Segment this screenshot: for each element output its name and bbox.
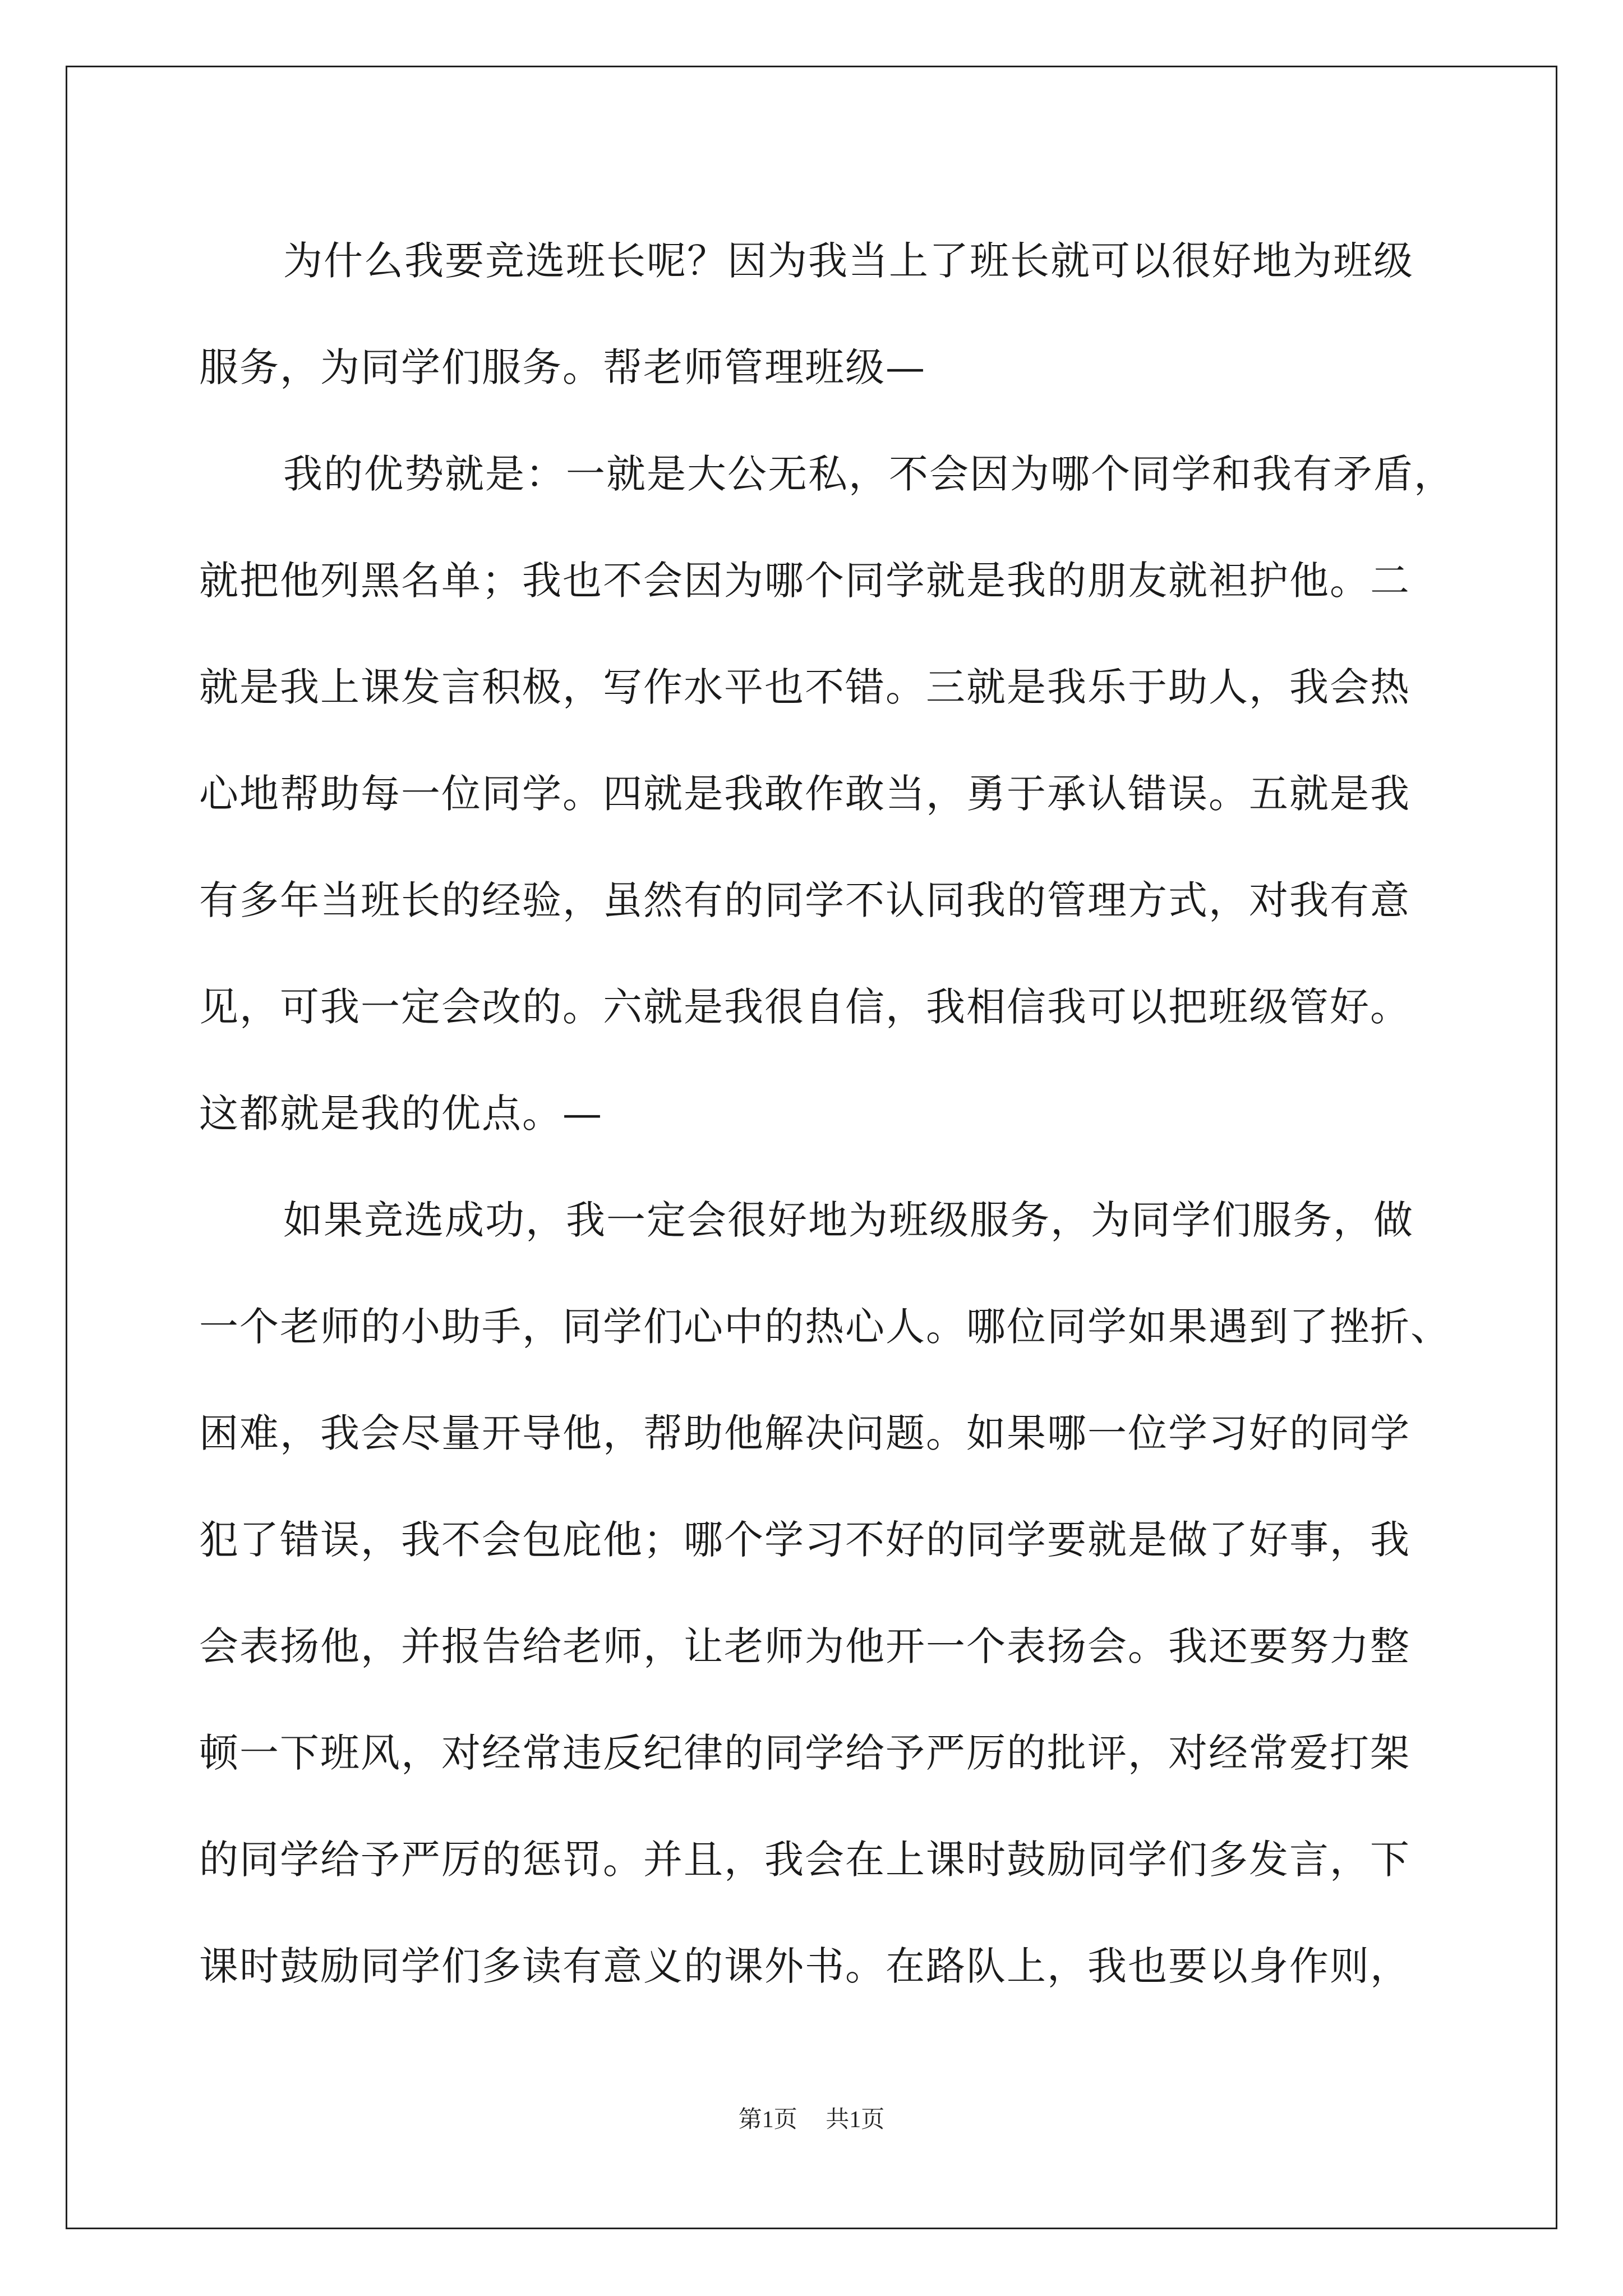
text-line: 服务，为同学们服务。帮老师管理班级—	[199, 344, 926, 390]
document-body	[199, 208, 1454, 2019]
page-total: 共1页	[826, 2107, 885, 2133]
text-line: 我的优势就是：一就是大公无私，不会因为哪个同学和我有矛盾，	[283, 451, 1454, 497]
text-line: 顿一下班风，对经常违反纪律的同学给予严厉的批评，对经常爱打架	[199, 1730, 1410, 1776]
text-line: 这都就是我的优点。—	[199, 1091, 603, 1137]
text-line: 犯了错误，我不会包庇他；哪个学习不好的同学要就是做了好事，我	[199, 1517, 1410, 1563]
text-line: 心地帮助每一位同学。四就是我敢作敢当，勇于承认错误。五就是我	[199, 771, 1410, 817]
text-line: 为什么我要竞选班长呢？因为我当上了班长就可以很好地为班级	[283, 238, 1414, 284]
text-line: 就是我上课发言积极，写作水平也不错。三就是我乐于助人，我会热	[199, 664, 1410, 710]
page-footer	[0, 2101, 1623, 2134]
text-line: 困难，我会尽量开导他，帮助他解决问题。如果哪一位学习好的同学	[199, 1410, 1410, 1456]
text-line: 有多年当班长的经验，虽然有的同学不认同我的管理方式，对我有意	[199, 877, 1410, 923]
text-line: 一个老师的小助手，同学们心中的热心人。哪位同学如果遇到了挫折、	[199, 1304, 1451, 1350]
text-line: 如果竞选成功，我一定会很好地为班级服务，为同学们服务，做	[283, 1197, 1414, 1243]
text-line: 会表扬他，并报告给老师，让老师为他开一个表扬会。我还要努力整	[199, 1623, 1410, 1669]
page-number: 第1页	[738, 2107, 797, 2133]
text-line: 课时鼓励同学们多读有意义的课外书。在路队上，我也要以身作则，	[199, 1943, 1410, 1989]
text-line: 的同学给予严厉的惩罚。并且，我会在上课时鼓励同学们多发言，下	[199, 1837, 1410, 1883]
text-line: 就把他列黑名单；我也不会因为哪个同学就是我的朋友就袒护他。二	[199, 558, 1410, 604]
text-line: 见，可我一定会改的。六就是我很自信，我相信我可以把班级管好。	[199, 984, 1410, 1030]
